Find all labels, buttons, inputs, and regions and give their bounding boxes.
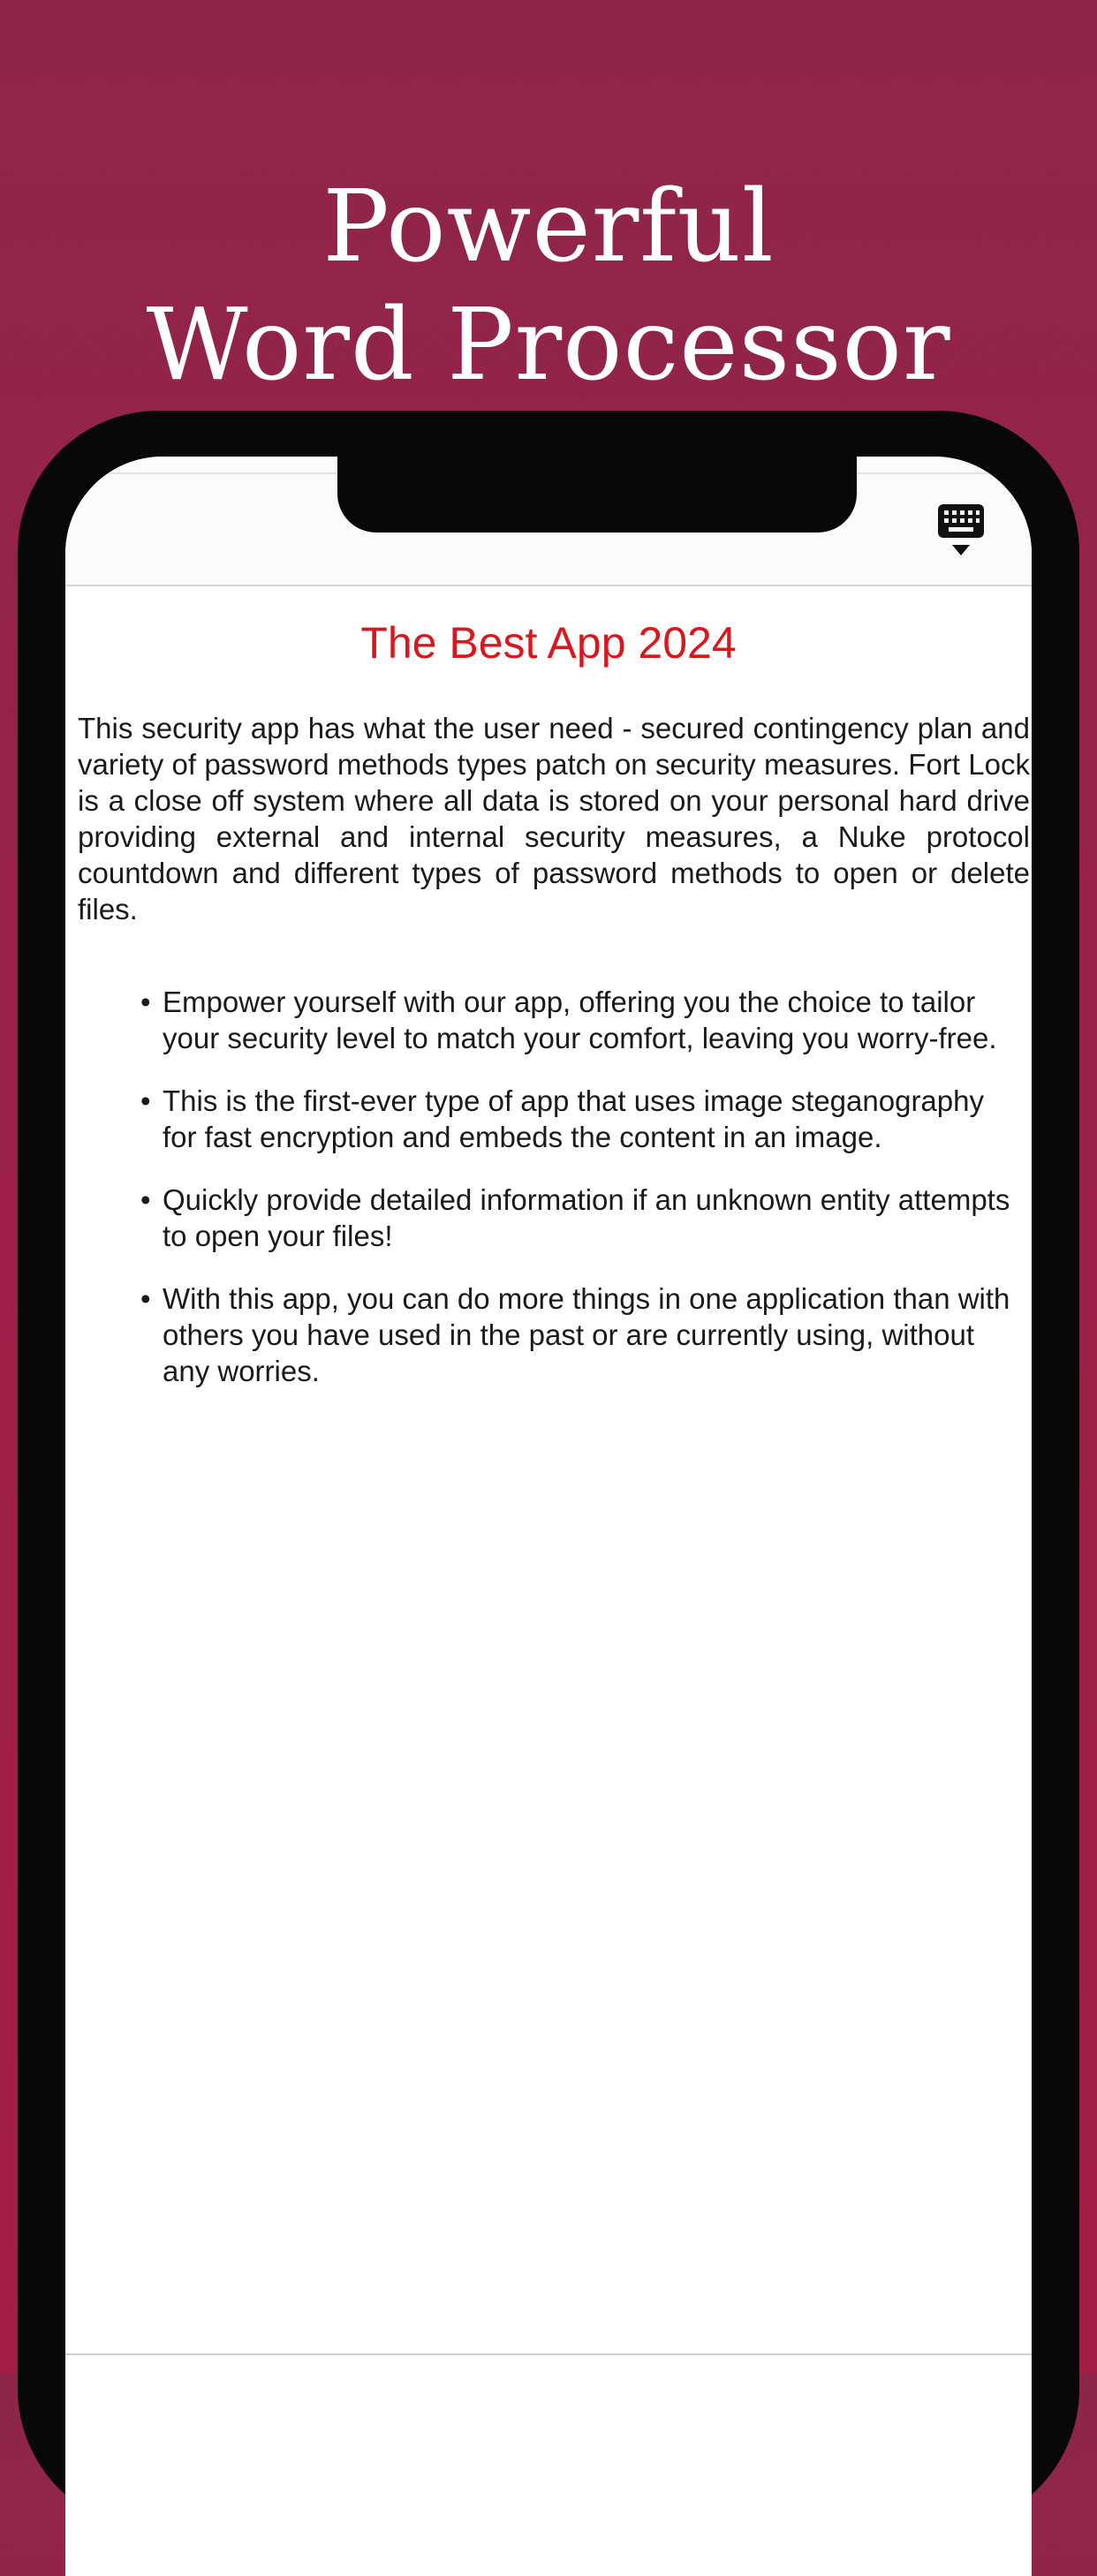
bullet-dot: • xyxy=(140,986,151,1018)
document-paragraph[interactable]: This security app has what the user need - secured contingency plan and variety of password methods types patch on security measures. Fort Lock is a close off system where all data is stored on your personal hard drive providing external and internal security measures, a Nuke protocol countdown and different types of password methods to open or delete files. xyxy=(78,712,1030,925)
bullet-list xyxy=(140,984,1024,1416)
bullet-dot: • xyxy=(140,1282,151,1315)
bullet-dot: • xyxy=(140,1084,151,1117)
list-item-text: With this app, you can do more things in one application than with others you have used in the past or are currently using, without any worries. xyxy=(163,1282,1010,1387)
bottom-divider xyxy=(65,2353,1032,2355)
app-screen xyxy=(65,457,1032,2576)
list-item[interactable] xyxy=(140,1083,1024,1155)
promo-headline xyxy=(0,168,1097,404)
list-item-text: This is the first-ever type of app that uses image steganography for fast encryption and embeds the content in an image. xyxy=(163,1084,984,1153)
list-item[interactable] xyxy=(140,984,1024,1056)
phone-notch xyxy=(337,457,857,533)
list-item[interactable] xyxy=(140,1280,1024,1389)
headline-line-2: Word Processor xyxy=(146,288,951,403)
phone-frame xyxy=(18,411,1079,2530)
list-item-text: Empower yourself with our app, offering you the choice to tailor your security level to match your comfort, leaving you worry-free. xyxy=(163,986,997,1054)
list-item[interactable] xyxy=(140,1182,1024,1254)
headline-line-1: Powerful xyxy=(322,170,775,284)
bullet-dot: • xyxy=(140,1183,151,1216)
keyboard-dismiss-icon[interactable] xyxy=(936,502,986,557)
document-title[interactable]: The Best App 2024 xyxy=(360,618,737,668)
list-item-text: Quickly provide detailed information if an unknown entity attempts to open your files! xyxy=(163,1183,1010,1252)
